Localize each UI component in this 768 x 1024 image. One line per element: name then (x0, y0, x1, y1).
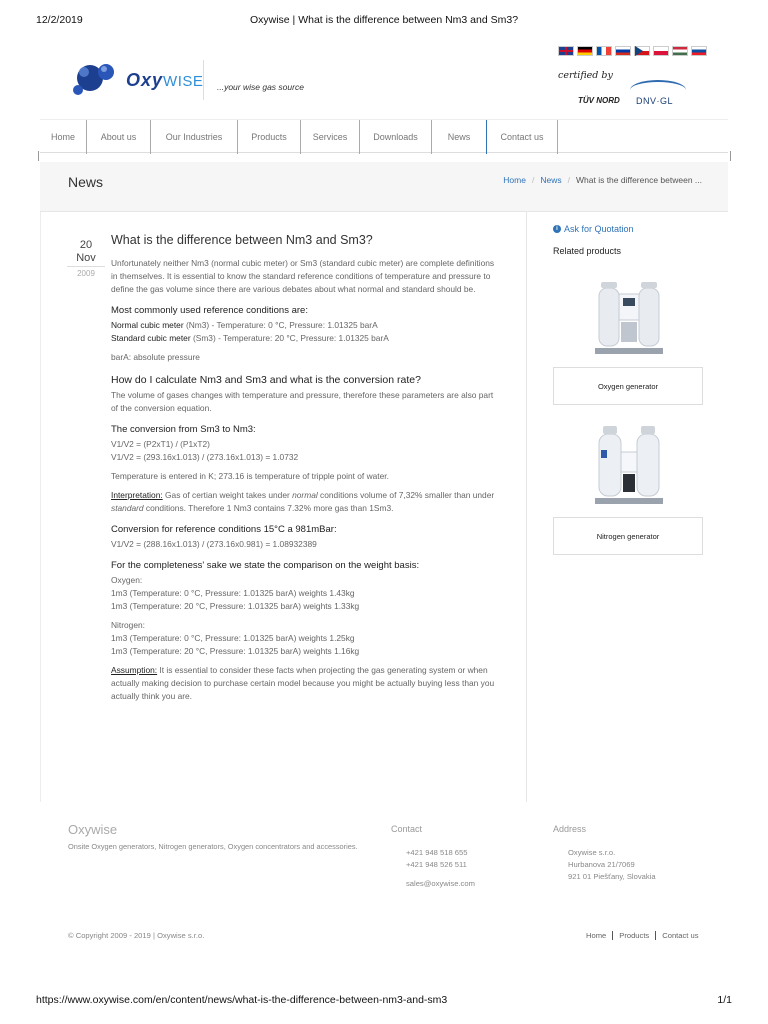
footer-phones (406, 847, 467, 871)
page-edge-left (38, 151, 39, 161)
footer-address-line-2: Hurbanova 21/7069 (568, 860, 635, 869)
oxygen-generator-image[interactable] (593, 274, 665, 366)
post-date (67, 239, 105, 278)
nav-downloads[interactable]: Downloads (360, 120, 432, 154)
footer-description: Onsite Oxygen generators, Nitrogen generators, Oxygen concentrators and accessories. (68, 842, 358, 851)
tuv-nord-logo: TÜV NORD (578, 96, 620, 105)
footer-address-line-1: Oxywise s.r.o. (568, 848, 616, 857)
language-flags (558, 46, 707, 58)
standard-cubic-meter-line: Standard cubic meter (Sm3) - Temperature: 20 °C, Pressure: 1.01325 barA (111, 333, 389, 343)
footer-phone-2[interactable]: +421 948 526 511 (406, 860, 467, 869)
print-url: https://www.oxywise.com/en/content/news/what-is-the-difference-between-nm3-and-sm3 (36, 994, 448, 1006)
ask-for-quotation-label: Ask for Quotation (564, 224, 634, 234)
footer-address-heading: Address (553, 824, 587, 834)
print-title: Oxywise | What is the difference between Nm3 and Sm3? (249, 14, 519, 26)
post-year: 2009 (77, 269, 95, 278)
weight-heading: For the completeness' sake we state the comparison on the weight basis: (111, 560, 420, 571)
nav-home[interactable]: Home (40, 120, 87, 154)
oxygen-line-1: 1m3 (Temperature: 0 °C, Pressure: 1.01325 barA) weights 1.43kg (111, 588, 355, 598)
nav-our-industries[interactable]: Our Industries (151, 120, 238, 154)
footer-link-products[interactable]: Products (612, 931, 655, 940)
footer-links (586, 931, 705, 940)
oxygen-line-2: 1m3 (Temperature: 20 °C, Pressure: 1.01325 barA) weights 1.33kg (111, 601, 360, 611)
print-date: 12/2/2019 (36, 14, 83, 26)
logo-wordmark: OxyWISE (126, 70, 204, 90)
breadcrumb-home[interactable]: Home (503, 175, 526, 185)
info-icon: i (553, 225, 561, 233)
nitrogen-line-1: 1m3 (Temperature: 0 °C, Pressure: 1.01325 barA) weights 1.25kg (111, 633, 355, 643)
nitrogen-generator-image[interactable] (593, 422, 665, 514)
certified-by-label: certified by (558, 70, 613, 81)
breadcrumb-separator: / (567, 175, 570, 185)
nav-about-us[interactable]: About us (87, 120, 151, 154)
certification-logos (552, 70, 702, 110)
logo-divider (203, 60, 204, 100)
main-nav (40, 119, 728, 153)
nav-products[interactable]: Products (238, 120, 301, 154)
conversion-formula-2: V1/V2 = (293.16x1.013) / (273.16x1.013) = 1.0732 (111, 452, 299, 462)
conversion-formula-1: V1/V2 = (P2xT1) / (P1xT2) (111, 439, 210, 449)
breadcrumb-current: What is the difference between ... (576, 175, 702, 185)
breadcrumb-news[interactable]: News (540, 175, 562, 185)
footer-email[interactable]: sales@oxywise.com (406, 879, 475, 888)
page-title-band (40, 162, 728, 212)
footer-contact-heading: Contact (391, 824, 423, 834)
nitrogen-generator-card[interactable]: Nitrogen generator (553, 517, 703, 555)
flag-sk-icon[interactable] (691, 46, 707, 56)
flag-fr-icon[interactable] (596, 46, 612, 56)
calc-heading: How do I calculate Nm3 and Sm3 and what is the conversion rate? (111, 374, 421, 386)
related-products-heading: Related products (553, 246, 622, 256)
copyright-text: © Copyright 2009 - 2019 | (68, 931, 155, 940)
flag-ru-icon[interactable] (615, 46, 631, 56)
flag-en-icon[interactable] (558, 46, 574, 56)
nitrogen-label: Nitrogen: (111, 620, 145, 630)
sidebar (553, 224, 703, 541)
footer-link-contact[interactable]: Contact us (655, 931, 704, 940)
footer-link-home[interactable]: Home (586, 931, 607, 940)
breadcrumb-separator: / (531, 175, 535, 185)
footer-address (568, 847, 656, 883)
flag-pl-icon[interactable] (653, 46, 669, 56)
intro-paragraph: Unfortunately neither Nm3 (normal cubic meter) or Sm3 (standard cubic meter) are complete definitions in themselves. It is essential to know the standard reference conditions of temperature and pressure to define the gas volume since there are various debates about what normal and standard should be. (111, 258, 495, 294)
conversion-981-heading: Conversion for reference conditions 15°C a 981mBar: (111, 524, 337, 535)
ask-for-quotation-link[interactable] (553, 224, 703, 234)
interpretation-paragraph: Interpretation: Gas of certian weight takes under normal conditions volume of 7,32% smaller than under standard conditions. Therefore 1 Nm3 contains 7.32% more gas than 1Sm3. (111, 490, 495, 513)
conversion-981-formula: V1/V2 = (288.16x1.013) / (273.16x0.981) = 1.08932389 (111, 539, 317, 549)
print-page-number: 1/1 (717, 994, 732, 1006)
flag-de-icon[interactable] (577, 46, 593, 56)
footer-phone-1[interactable]: +421 948 518 655 (406, 848, 468, 857)
logo[interactable] (70, 56, 204, 106)
assumption-paragraph: Assumption: It is essential to consider these facts when projecting the gas generating system or when actually making decision to purchase certain model because you might be actually buying less than you actually think you are. (111, 665, 495, 701)
page-title: News (68, 174, 104, 190)
oxygen-generator-card[interactable]: Oxygen generator (553, 367, 703, 405)
tagline: ...your wise gas source (217, 82, 304, 92)
bara-note: barA: absolute pressure (111, 352, 200, 362)
date-divider (67, 266, 105, 267)
conversion-heading: The conversion from Sm3 to Nm3: (111, 424, 256, 435)
article-container (40, 212, 527, 802)
normal-cubic-meter-line: Normal cubic meter (Nm3) - Temperature: 0 °C, Pressure: 1.01325 barA (111, 320, 378, 330)
article-title: What is the difference between Nm3 and Sm3? (111, 233, 373, 247)
reference-heading: Most commonly used reference conditions are: (111, 305, 308, 316)
copyright (68, 931, 204, 940)
post-month: Nov (76, 252, 96, 264)
calc-paragraph: The volume of gases changes with temperature and pressure, therefore these parameters are also part of the conversion equation. (111, 390, 494, 413)
post-day: 20 (79, 239, 93, 251)
nav-services[interactable]: Services (301, 120, 360, 154)
nav-contact-us[interactable]: Contact us (487, 120, 558, 154)
print-header (0, 14, 768, 28)
nitrogen-line-2: 1m3 (Temperature: 20 °C, Pressure: 1.01325 barA) weights 1.16kg (111, 646, 360, 656)
article-body (111, 234, 499, 709)
copyright-company-link[interactable]: Oxywise s.r.o. (157, 931, 205, 940)
footer-brand: Oxywise (68, 822, 118, 837)
dnv-gl-logo: DNV·GL (636, 96, 674, 106)
flag-hu-icon[interactable] (672, 46, 688, 56)
page-edge-right (730, 151, 731, 161)
oxygen-label: Oxygen: (111, 575, 143, 585)
flag-cz-icon[interactable] (634, 46, 650, 56)
breadcrumb (503, 175, 702, 185)
footer-address-line-3: 921 01 Piešťany, Slovakia (568, 872, 656, 881)
kelvin-note: Temperature is entered in K; 273.16 is temperature of tripple point of water. (111, 471, 389, 481)
nav-news[interactable]: News (432, 120, 487, 154)
